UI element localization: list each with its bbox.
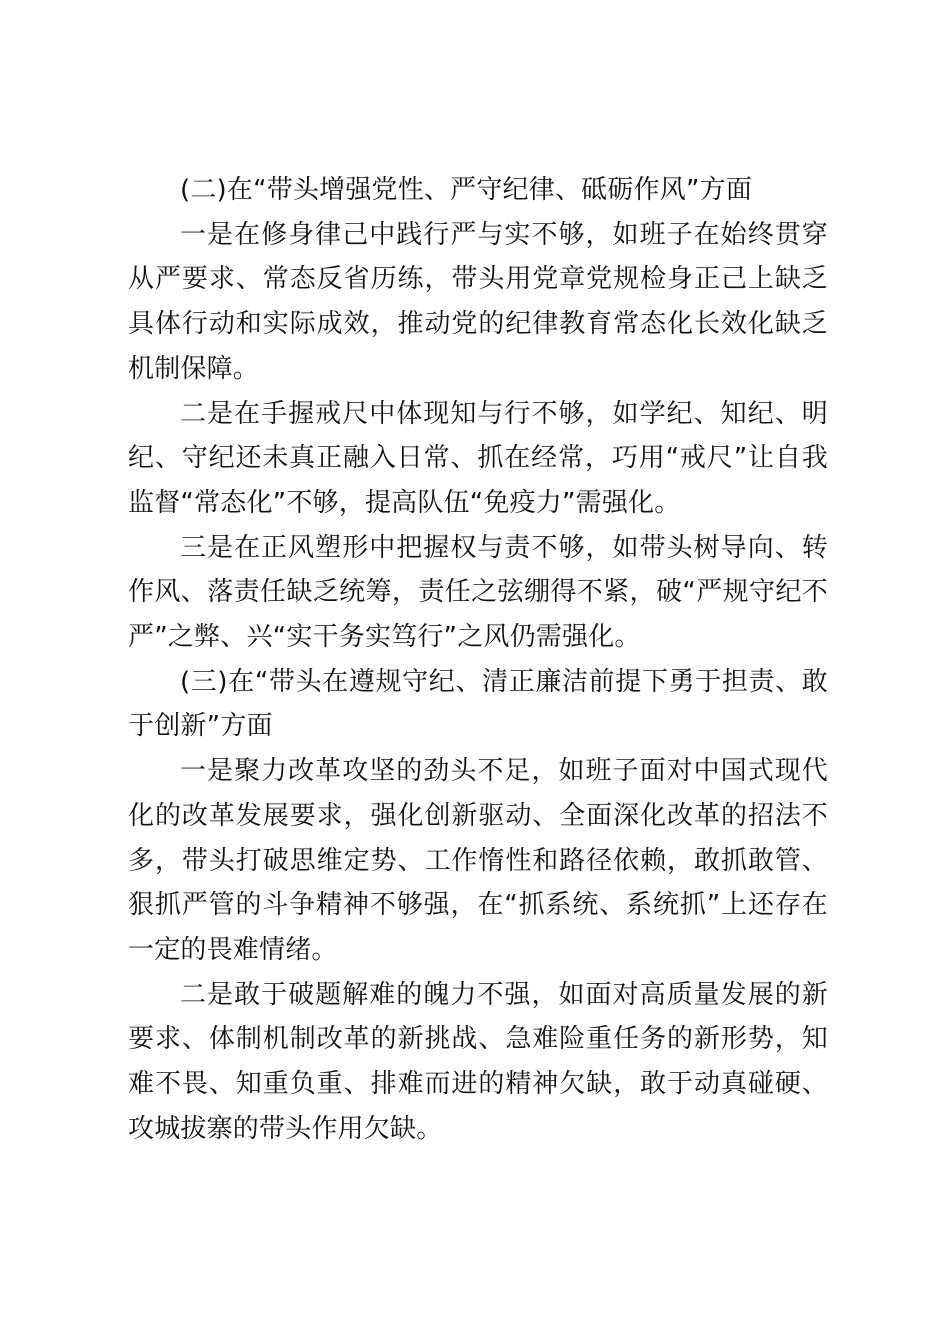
paragraph-3-2: 二是敢于破题解难的魄力不强，如面对高质量发展的新要求、体制机制改革的新挑战、急难险重任务的新形势，知难不畏、知重负重、排难而进的精神欠缺，敢于动真碰硬、攻城拔寨的带头作用欠缺。 <box>128 979 828 1144</box>
section-heading-2: (二)在“带头增强党性、严守纪律、砥砺作风”方面 <box>180 175 753 205</box>
paragraph-3-1: 一是聚力改革攻坚的劲头不足，如班子面对中国式现代化的改革发展要求，强化创新驱动、全面深化改革的招法不多，带头打破思维定势、工作惰性和路径依赖，敢抓敢管、狠抓严管的斗争精神不够强，在“抓系统、系统抓”上还存在一定的畏难情绪。 <box>128 756 828 965</box>
document-body <box>128 168 828 1151</box>
paragraph-2-3: 三是在正风塑形中把握权与责不够，如带头树导向、转作风、落责任缺乏统筹，责任之弦绷得不紧，破“严规守纪不严”之弊、兴“实干务实笃行”之风仍需强化。 <box>128 532 828 653</box>
section-heading-3: (三)在“带头在遵规守纪、清正廉洁前提下勇于担责、敢于创新”方面 <box>128 666 828 742</box>
paragraph-2-1: 一是在修身律己中践行严与实不够，如班子在始终贯穿从严要求、常态反省历练，带头用党章党规检身正己上缺乏具体行动和实际成效，推动党的纪律教育常态化长效化缺乏机制保障。 <box>128 219 828 384</box>
paragraph-2-2: 二是在手握戒尺中体现知与行不够，如学纪、知纪、明纪、守纪还未真正融入日常、抓在经常，巧用“戒尺”让自我监督“常态化”不够，提高队伍“免疫力”需强化。 <box>128 398 828 518</box>
